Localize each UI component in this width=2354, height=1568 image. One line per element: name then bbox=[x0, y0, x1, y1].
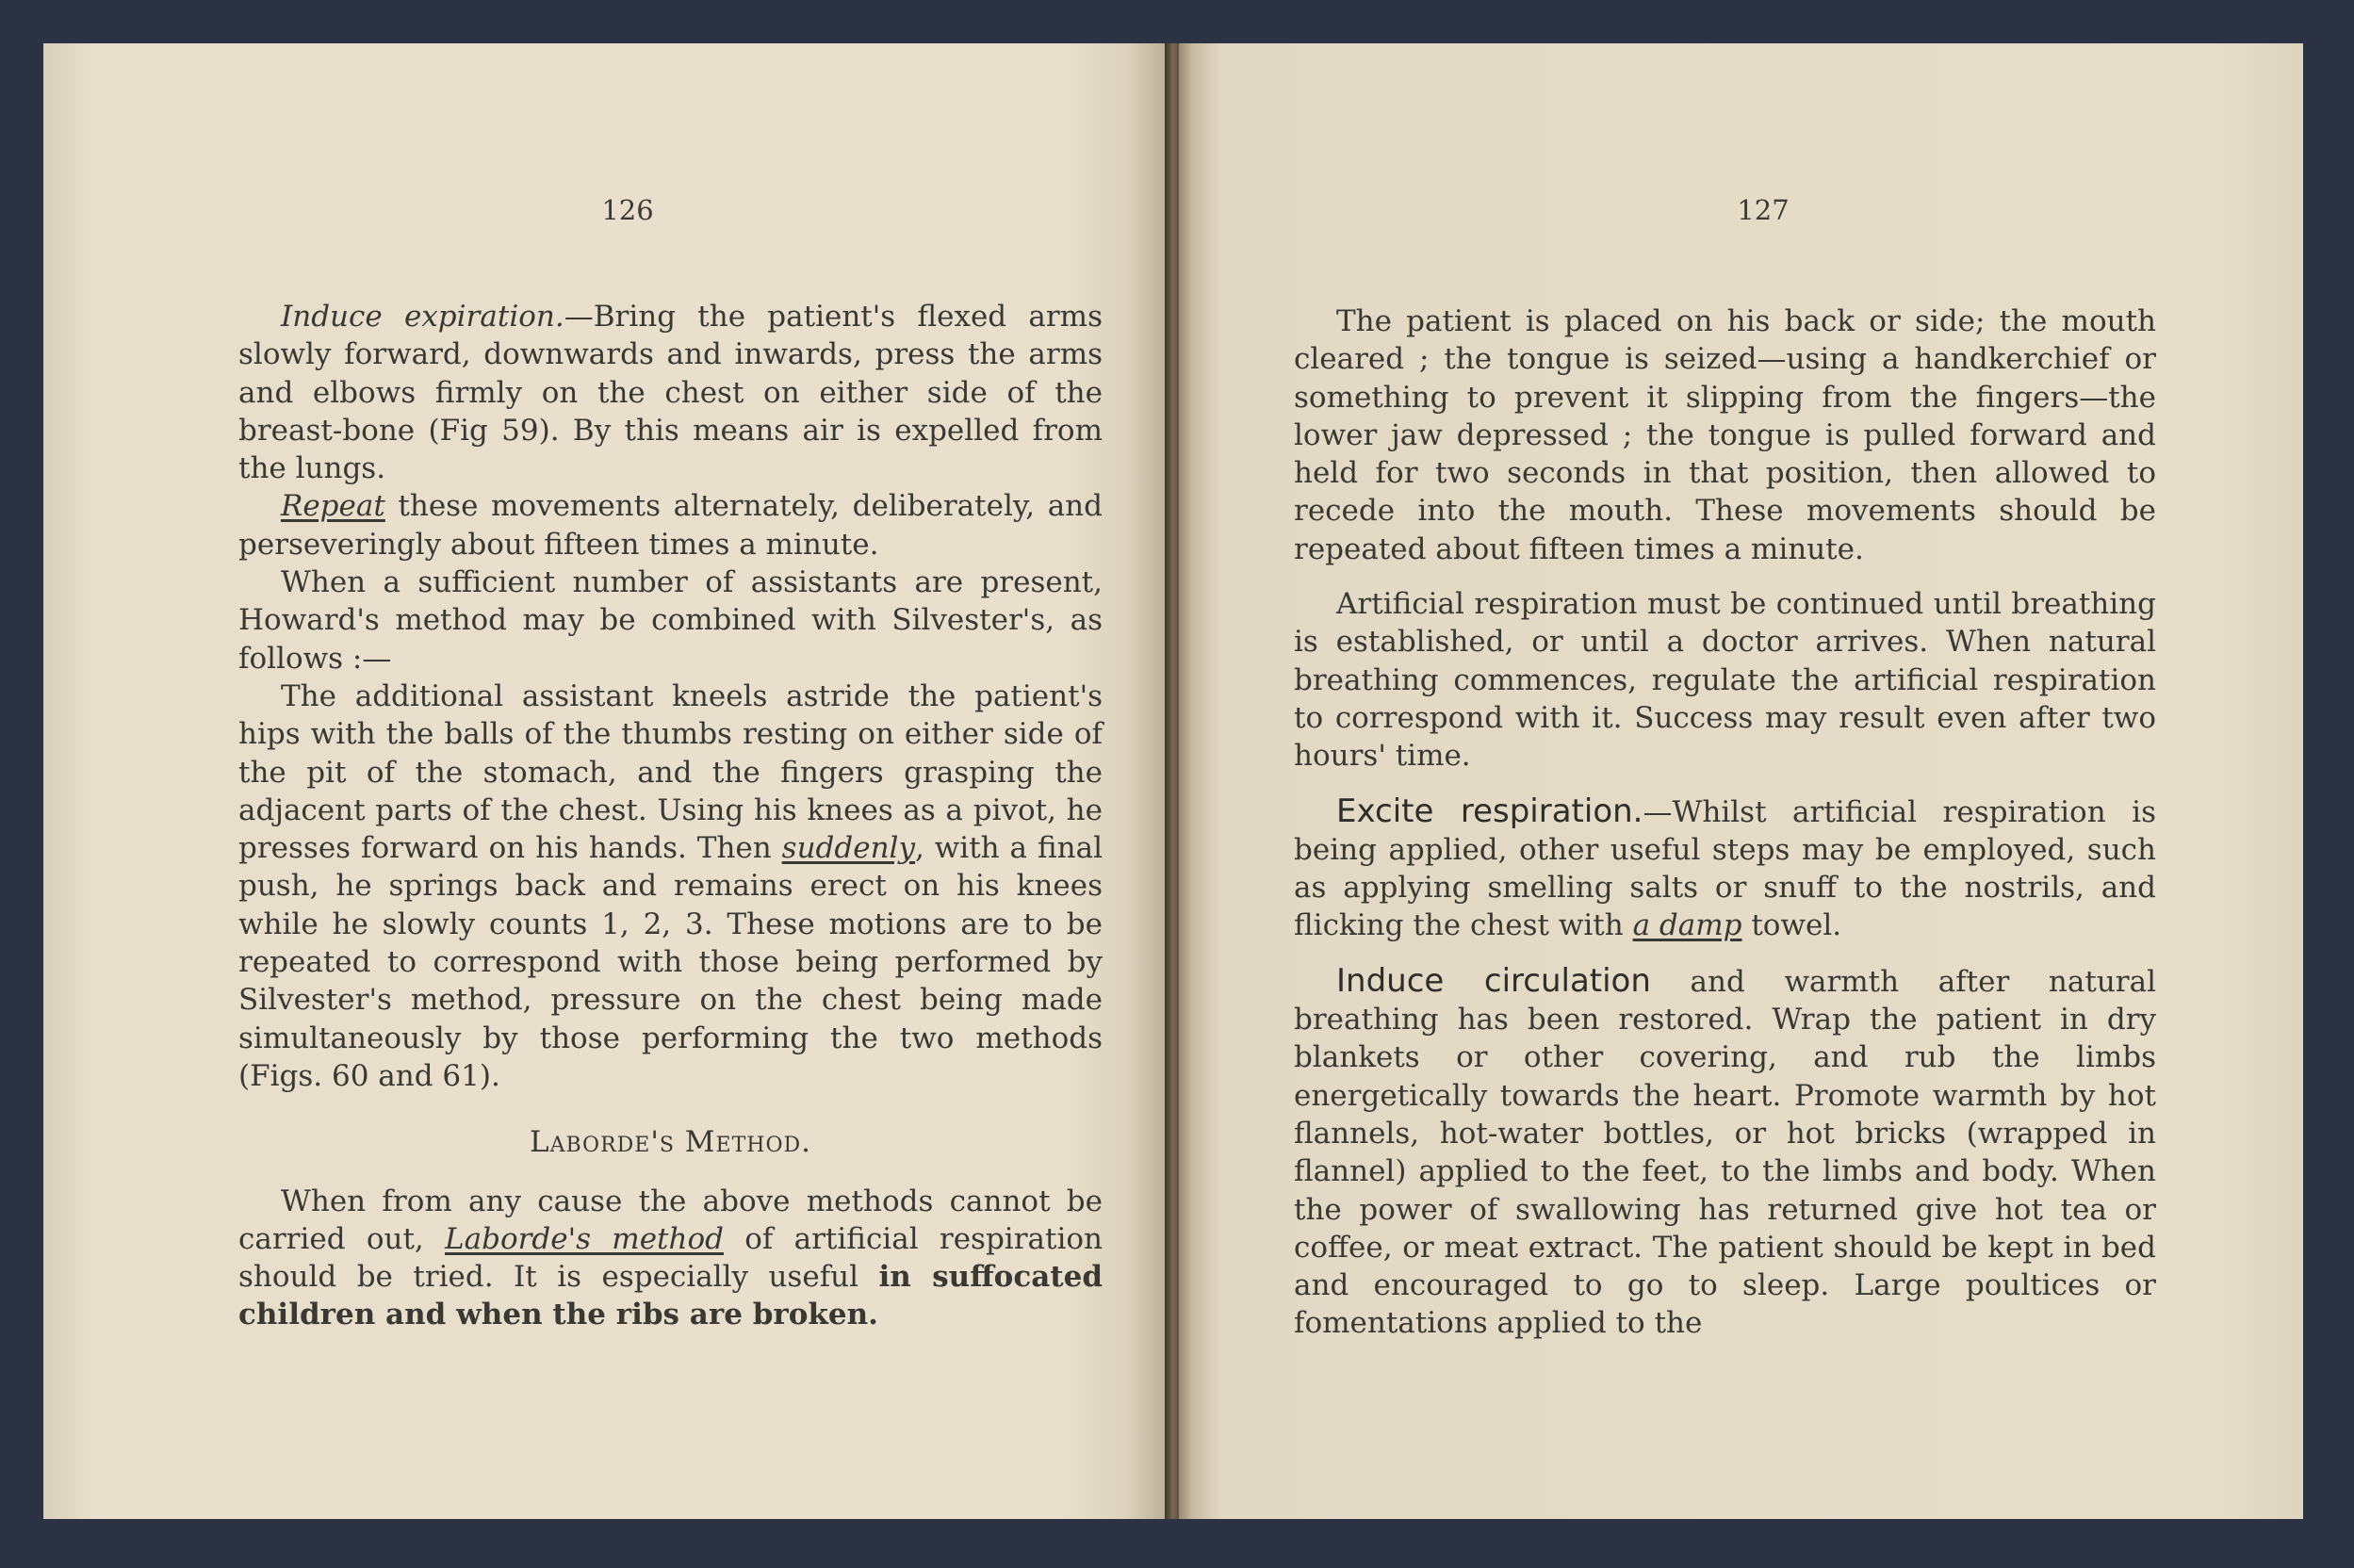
emphasis-text: suddenly bbox=[781, 831, 915, 866]
emphasis-text: Laborde's method bbox=[445, 1221, 724, 1256]
paragraph-lead: Repeat bbox=[281, 489, 385, 524]
paragraph-body: —Whilst artificial respiration is being applied, other useful steps may be employed, such as applying smelling salts or snuff to the nostrils, and flicking the chest with bbox=[1294, 794, 2156, 943]
page-number-left: 126 bbox=[601, 194, 654, 226]
paragraph-lead: Excite respiration. bbox=[1336, 792, 1643, 830]
paragraph-body-bold: in suffocated children and when the ribs are broken. bbox=[238, 1260, 1103, 1332]
paragraph-body: of artificial respiration should be tried. It is especially useful bbox=[238, 1221, 1103, 1295]
right-page-text bbox=[1294, 302, 2156, 1343]
paragraph-body: these movements alternately, deliberately, and perseveringly about fifteen times a minute. bbox=[238, 489, 1103, 562]
paragraph-body: and warmth after natural breathing has been restored. Wrap the patient in dry blankets or other covering, and rub the limbs energetically towards the heart. Promote warmth by hot flannels, hot-water bottles, or hot bricks (wrapped in flannel) applied to the feet, to the limbs and body. When the power of swallowing has returned give hot tea or coffee, or meat extract. The patient should be kept in bed and encouraged to go to sleep. Large poultices or fomentations applied to the bbox=[1294, 964, 2156, 1341]
paragraph-combined-methods: When a sufficient number of assistants are present, Howard's method may be combined with Silvester's, as follows :— bbox=[238, 565, 1103, 676]
paragraph-excite-respiration bbox=[1294, 792, 2156, 945]
paragraph-repeat bbox=[238, 487, 1103, 564]
left-page-text bbox=[238, 298, 1103, 1334]
paragraph-lead: Induce circulation bbox=[1336, 961, 1651, 1000]
paragraph-continue-respiration: Artificial respiration must be continued until breathing is established, or until a doctor arrives. When natural breathing commences, regulate the artificial respiration to correspond with it. Success may result even after two hours' time. bbox=[1294, 587, 2156, 774]
right-page bbox=[1179, 43, 2303, 1519]
paragraph-induce-circulation bbox=[1294, 962, 2156, 1343]
paragraph-body: The additional assistant kneels astride the patient's hips with the balls of the thumbs resting on either side of the pit of the stomach, and the fingers grasping the adjacent parts of the chest. Using his knees as a pivot, he presses forward on his hands. Then bbox=[238, 678, 1103, 866]
paragraph-body: —Bring the patient's flexed arms slowly forward, downwards and inwards, press the arms and elbows firmly on the chest on either side of the breast-bone (Fig 59). By this means air is expelled from the lungs. bbox=[238, 300, 1103, 486]
paragraph-additional-assistant bbox=[238, 678, 1103, 1095]
paragraph-laborde bbox=[238, 1183, 1103, 1334]
paragraph-lead: Induce expiration. bbox=[281, 300, 564, 334]
page-number-right: 127 bbox=[1737, 194, 1790, 226]
paragraph-body: When from any cause the above methods cannot be carried out, bbox=[238, 1184, 1103, 1256]
left-page bbox=[43, 43, 1169, 1519]
emphasis-text: a damp bbox=[1632, 908, 1742, 943]
paragraph-induce-expiration bbox=[238, 298, 1103, 487]
paragraph-body: towel. bbox=[1741, 908, 1842, 943]
paragraph-tongue-method: The patient is placed on his back or side; the mouth cleared ; the tongue is seized—using a handkerchief or something to prevent it slipping from the fingers—the lower jaw depressed ; the tongue is pulled forward and held for two seconds in that position, then allowed to recede into the mouth. These movements should be repeated about fifteen times a minute. bbox=[1294, 304, 2156, 566]
section-heading: Laborde's Method. bbox=[530, 1125, 811, 1160]
paragraph-body: , with a final push, he springs back and remains erect on his knees while he slowly counts 1, 2, 3. These motions are to be repeated to correspond with those being performed by Silvester's method, pressure on the chest being made simultaneously by those performing the two methods (Figs. 60 and 61). bbox=[238, 831, 1103, 1093]
